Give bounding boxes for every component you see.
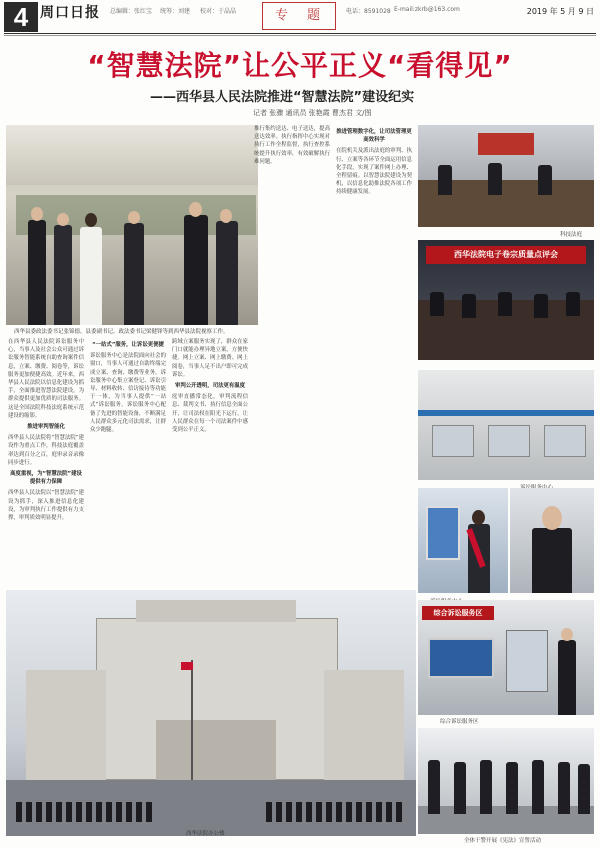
header-meta-editor: 总编辑：张红宝 xyxy=(110,8,153,15)
caption-officials-visit: 西华县委政法委书记张锦德，县委副书记、政法委书记梁健锋等到西华县法院视察工作。 xyxy=(14,329,229,335)
photo-court-building xyxy=(6,590,416,836)
paper-name: 周口日报 xyxy=(40,5,100,21)
photo-officials-visit xyxy=(6,125,258,325)
col3-paragraph: 跨域立案服务实现了，群众在家门口就能办理异地立案，方便快捷。网上立案、网上缴费、网上阅卷，当事人足不出户即可完成诉讼。 xyxy=(172,339,248,378)
text-column-1 xyxy=(8,338,84,586)
caption-court-building: 西华法院办公楼 xyxy=(186,831,225,837)
caption-oath-ceremony: 全体干警开展《宪法》宣誓活动 xyxy=(464,838,542,844)
photo-court-room xyxy=(418,125,594,227)
col1-paragraph-2: 西华县人民法院将“智慧法院”建设作为重点工作，科技法庭覆盖率达到百分之百，庭审录音录像同步进行。 xyxy=(8,435,84,466)
article-title: “智慧法院”让公平正义“看得见” xyxy=(87,49,513,82)
text-column-5 xyxy=(336,125,412,585)
photo-service-hall xyxy=(418,370,594,480)
photo-officer-portrait xyxy=(510,488,594,593)
header-meta-proof: 校对：于晶晶 xyxy=(200,8,237,15)
col1-heading-2: 高度重视，为“智慧法院”建设提供有力保障 xyxy=(10,471,82,486)
text-column-4 xyxy=(254,125,330,585)
issue-date: 2019 年 5 月 9 日 xyxy=(526,7,594,16)
column-name: 专 题 xyxy=(262,2,336,30)
text-column-3 xyxy=(172,338,248,586)
caption-court-room: 科技法庭 xyxy=(560,232,583,238)
photo-kiosk-lady xyxy=(418,488,508,593)
screen-banner: 西华法院电子卷宗质量点评会 xyxy=(426,246,586,264)
col2-paragraph: 诉讼服务中心是法院面向社会的窗口，当事人可通过自助终端完成立案、查询、缴费等业务，诉讼服务中心集立案登记、诉讼引导、材料收转、信访接待等功能于一体，为当事人提供“一站式”诉讼服务。诉讼服务中心配备了先进的智能设备，不断满足人民群众多元化司法需求，让群众少跑腿。 xyxy=(90,353,166,434)
header-meta-phone: 电话：8591028 xyxy=(346,8,391,15)
col5-paragraph: 在院机关及派出法庭的审判、执行、立案等各环节全面运用信息化手段，实现了案件网上办理、全程留痕。以智慧法院建设为契机，以信息化助推法院各项工作持续健康发展。 xyxy=(336,148,412,196)
col1-paragraph-3: 西华县人民法院以“智慧法院”建设为抓手，深入推进信息化建设，为审判执行工作提供有力支撑，审判质效明显提升。 xyxy=(8,490,84,522)
article-byline: 记者 张骤 通讯员 张艳霞 曹杰君 文/图 xyxy=(253,109,372,117)
photo-oath-ceremony xyxy=(418,728,594,834)
col5-heading-1: 推进管理数字化，让司法管理更高效科学 xyxy=(336,129,412,144)
col3-paragraph-2: 庭审直播常态化，审判流程信息、裁判文书、执行信息全面公开，让司法权在阳光下运行，让人民群众在每一个司法案件中感受到公平正义。 xyxy=(172,394,248,434)
photo-service-area xyxy=(418,600,594,715)
header-rule xyxy=(4,33,596,34)
col3-heading-1: 审判公开透明，司法更有温度 xyxy=(174,383,246,390)
col1-paragraph: 在西华县人民法院诉讼服务中心，当事人及社会公众可通过诉讼服务智能系统自助查询案件信息，立案、缴费、阅卷等，诉讼服务更加便捷高效。近年来，西华县人民法院以信息化建设为抓手，全面推进智慧法院建设，为群众提供更加优质的司法服务。这是全国法院科技法庭系统示范建设的缩影。 xyxy=(8,339,84,419)
photo-meeting xyxy=(418,240,594,360)
header-meta-planner: 统筹：刘建 xyxy=(160,8,191,15)
header-meta-email: E-mail:zkrb@163.com xyxy=(394,6,460,13)
col2-heading-1: “一站式”服务，让诉讼更便捷 xyxy=(92,342,164,348)
col4-paragraph: 推行集约送达、电子送达，提高送达效率。执行指挥中心实现对执行工作全程监督，执行查控系统提升执行效率，有效破解执行难问题。 xyxy=(254,126,330,165)
page-number: 4 xyxy=(4,2,38,32)
service-area-sign: 综合诉讼服务区 xyxy=(422,606,494,620)
page-header xyxy=(0,0,600,36)
col1-heading-1: 推进审判智能化 xyxy=(27,424,65,431)
article-subtitle: ——西华县人民法院推进“智慧法院”建设纪实 xyxy=(150,90,415,105)
text-column-2 xyxy=(90,338,166,586)
caption-service-area: 综合诉讼服务区 xyxy=(440,719,479,725)
header-rule-thin xyxy=(4,35,596,36)
